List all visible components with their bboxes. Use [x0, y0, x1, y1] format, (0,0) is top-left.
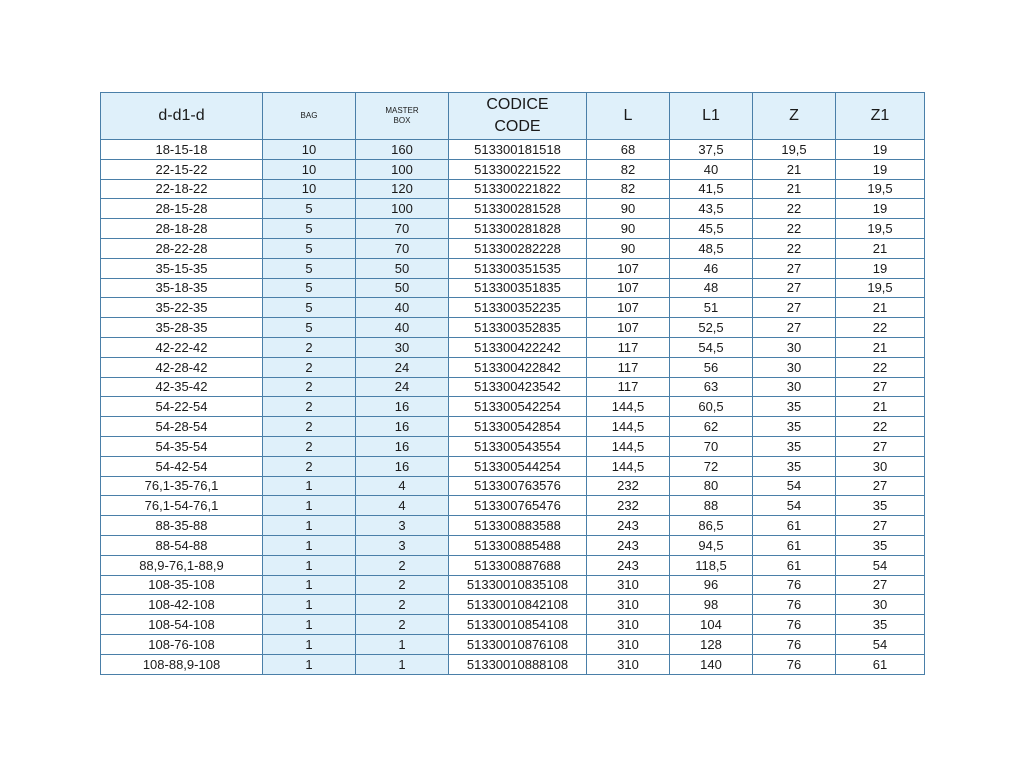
cell-master-box: 4 — [356, 496, 449, 516]
cell-z: 54 — [753, 496, 836, 516]
cell-master-box: 40 — [356, 298, 449, 318]
cell-l1: 98 — [670, 595, 753, 615]
cell-master-box: 100 — [356, 199, 449, 219]
table-row — [101, 357, 925, 377]
cell-l: 144,5 — [587, 436, 670, 456]
cell-size: 54-35-54 — [101, 436, 263, 456]
header-row — [101, 93, 925, 140]
cell-code: 51330010842108 — [449, 595, 587, 615]
cell-l1: 43,5 — [670, 199, 753, 219]
cell-master-box: 1 — [356, 634, 449, 654]
cell-z1: 27 — [836, 516, 925, 536]
cell-bag: 1 — [263, 595, 356, 615]
table-row — [101, 456, 925, 476]
cell-bag: 1 — [263, 555, 356, 575]
cell-l1: 45,5 — [670, 219, 753, 239]
spec-table — [100, 92, 925, 675]
cell-size: 28-22-28 — [101, 238, 263, 258]
cell-bag: 2 — [263, 377, 356, 397]
cell-size: 28-15-28 — [101, 199, 263, 219]
table-row — [101, 516, 925, 536]
cell-code: 51330010854108 — [449, 615, 587, 635]
cell-master-box: 50 — [356, 278, 449, 298]
cell-size: 28-18-28 — [101, 219, 263, 239]
cell-code: 513300282228 — [449, 238, 587, 258]
cell-size: 88,9-76,1-88,9 — [101, 555, 263, 575]
cell-code: 513300544254 — [449, 456, 587, 476]
cell-size: 35-15-35 — [101, 258, 263, 278]
cell-bag: 5 — [263, 318, 356, 338]
cell-z: 27 — [753, 278, 836, 298]
cell-l1: 48 — [670, 278, 753, 298]
table-row — [101, 496, 925, 516]
cell-l1: 46 — [670, 258, 753, 278]
cell-l1: 96 — [670, 575, 753, 595]
cell-size: 22-18-22 — [101, 179, 263, 199]
cell-bag: 1 — [263, 476, 356, 496]
cell-size: 42-28-42 — [101, 357, 263, 377]
cell-l1: 140 — [670, 654, 753, 674]
cell-z: 61 — [753, 516, 836, 536]
cell-l1: 62 — [670, 417, 753, 437]
cell-z: 21 — [753, 159, 836, 179]
table-row — [101, 377, 925, 397]
cell-l1: 70 — [670, 436, 753, 456]
cell-l1: 86,5 — [670, 516, 753, 536]
cell-bag: 2 — [263, 357, 356, 377]
cell-code: 513300351835 — [449, 278, 587, 298]
cell-bag: 2 — [263, 436, 356, 456]
cell-master-box: 3 — [356, 516, 449, 536]
table-row — [101, 238, 925, 258]
cell-z: 35 — [753, 436, 836, 456]
cell-l1: 56 — [670, 357, 753, 377]
cell-code: 51330010835108 — [449, 575, 587, 595]
cell-z1: 21 — [836, 397, 925, 417]
table-row — [101, 634, 925, 654]
cell-code: 513300765476 — [449, 496, 587, 516]
table-row — [101, 337, 925, 357]
cell-bag: 2 — [263, 337, 356, 357]
cell-size: 18-15-18 — [101, 140, 263, 160]
cell-l1: 51 — [670, 298, 753, 318]
cell-l: 90 — [587, 199, 670, 219]
header-size: d-d1-d — [101, 93, 263, 140]
cell-l: 243 — [587, 516, 670, 536]
header-bag: BAG — [263, 93, 356, 140]
table-row — [101, 615, 925, 635]
cell-z1: 19 — [836, 199, 925, 219]
table-row — [101, 555, 925, 575]
cell-l1: 41,5 — [670, 179, 753, 199]
cell-z1: 27 — [836, 377, 925, 397]
cell-z: 35 — [753, 456, 836, 476]
cell-size: 54-22-54 — [101, 397, 263, 417]
cell-z1: 22 — [836, 417, 925, 437]
cell-z: 54 — [753, 476, 836, 496]
header-code-line1: CODICE — [486, 96, 549, 113]
table-row — [101, 318, 925, 338]
cell-size: 35-28-35 — [101, 318, 263, 338]
cell-bag: 5 — [263, 278, 356, 298]
cell-z: 22 — [753, 219, 836, 239]
header-l: L — [587, 93, 670, 140]
cell-code: 513300542854 — [449, 417, 587, 437]
cell-master-box: 3 — [356, 535, 449, 555]
cell-l: 243 — [587, 535, 670, 555]
cell-z1: 35 — [836, 535, 925, 555]
cell-bag: 2 — [263, 417, 356, 437]
cell-bag: 1 — [263, 496, 356, 516]
cell-z: 61 — [753, 555, 836, 575]
cell-master-box: 100 — [356, 159, 449, 179]
cell-code: 513300885488 — [449, 535, 587, 555]
cell-master-box: 70 — [356, 238, 449, 258]
header-z: Z — [753, 93, 836, 140]
cell-master-box: 4 — [356, 476, 449, 496]
cell-l: 310 — [587, 654, 670, 674]
cell-size: 108-76-108 — [101, 634, 263, 654]
cell-size: 108-35-108 — [101, 575, 263, 595]
cell-master-box: 24 — [356, 377, 449, 397]
cell-z: 30 — [753, 377, 836, 397]
cell-l: 232 — [587, 496, 670, 516]
cell-code: 513300542254 — [449, 397, 587, 417]
cell-z: 27 — [753, 318, 836, 338]
cell-l: 82 — [587, 179, 670, 199]
cell-z1: 22 — [836, 357, 925, 377]
cell-l1: 54,5 — [670, 337, 753, 357]
cell-l1: 63 — [670, 377, 753, 397]
cell-size: 88-35-88 — [101, 516, 263, 536]
cell-l1: 80 — [670, 476, 753, 496]
cell-z1: 61 — [836, 654, 925, 674]
cell-size: 42-35-42 — [101, 377, 263, 397]
cell-l: 82 — [587, 159, 670, 179]
table-row — [101, 179, 925, 199]
cell-bag: 5 — [263, 199, 356, 219]
cell-l1: 104 — [670, 615, 753, 635]
cell-l1: 37,5 — [670, 140, 753, 160]
table-row — [101, 159, 925, 179]
header-l1: L1 — [670, 93, 753, 140]
table-row — [101, 595, 925, 615]
cell-code: 513300352835 — [449, 318, 587, 338]
cell-z: 35 — [753, 397, 836, 417]
cell-l: 107 — [587, 278, 670, 298]
cell-l: 310 — [587, 615, 670, 635]
cell-master-box: 16 — [356, 436, 449, 456]
cell-bag: 1 — [263, 634, 356, 654]
cell-code: 513300423542 — [449, 377, 587, 397]
cell-l: 90 — [587, 238, 670, 258]
cell-bag: 5 — [263, 219, 356, 239]
cell-master-box: 160 — [356, 140, 449, 160]
cell-size: 76,1-54-76,1 — [101, 496, 263, 516]
cell-z: 30 — [753, 337, 836, 357]
cell-bag: 1 — [263, 615, 356, 635]
cell-bag: 10 — [263, 159, 356, 179]
cell-z1: 27 — [836, 476, 925, 496]
table-row — [101, 397, 925, 417]
cell-z1: 27 — [836, 436, 925, 456]
cell-code: 513300351535 — [449, 258, 587, 278]
header-master-line2: BOX — [393, 116, 411, 125]
cell-z: 76 — [753, 654, 836, 674]
cell-l1: 60,5 — [670, 397, 753, 417]
cell-z: 30 — [753, 357, 836, 377]
cell-l: 144,5 — [587, 456, 670, 476]
cell-master-box: 2 — [356, 555, 449, 575]
header-z1: Z1 — [836, 93, 925, 140]
cell-code: 513300352235 — [449, 298, 587, 318]
cell-z: 76 — [753, 595, 836, 615]
cell-bag: 5 — [263, 258, 356, 278]
cell-bag: 10 — [263, 179, 356, 199]
cell-code: 513300422242 — [449, 337, 587, 357]
cell-master-box: 16 — [356, 397, 449, 417]
cell-z: 22 — [753, 199, 836, 219]
cell-z1: 19 — [836, 140, 925, 160]
cell-code: 51330010888108 — [449, 654, 587, 674]
cell-z: 76 — [753, 615, 836, 635]
cell-z1: 54 — [836, 634, 925, 654]
cell-l: 117 — [587, 377, 670, 397]
cell-master-box: 30 — [356, 337, 449, 357]
table-row — [101, 436, 925, 456]
cell-code: 513300422842 — [449, 357, 587, 377]
cell-z: 21 — [753, 179, 836, 199]
cell-z: 22 — [753, 238, 836, 258]
table-row — [101, 199, 925, 219]
cell-master-box: 70 — [356, 219, 449, 239]
table-row — [101, 278, 925, 298]
cell-bag: 2 — [263, 456, 356, 476]
cell-l: 68 — [587, 140, 670, 160]
cell-size: 54-42-54 — [101, 456, 263, 476]
cell-bag: 10 — [263, 140, 356, 160]
cell-l: 117 — [587, 357, 670, 377]
cell-code: 513300281528 — [449, 199, 587, 219]
cell-z: 61 — [753, 535, 836, 555]
table-row — [101, 417, 925, 437]
table-body — [101, 140, 925, 675]
cell-master-box: 40 — [356, 318, 449, 338]
cell-l: 310 — [587, 575, 670, 595]
cell-l1: 88 — [670, 496, 753, 516]
cell-l: 107 — [587, 298, 670, 318]
cell-code: 513300221522 — [449, 159, 587, 179]
cell-size: 22-15-22 — [101, 159, 263, 179]
table-row — [101, 654, 925, 674]
cell-z1: 54 — [836, 555, 925, 575]
cell-l: 117 — [587, 337, 670, 357]
cell-size: 108-88,9-108 — [101, 654, 263, 674]
cell-z1: 21 — [836, 298, 925, 318]
cell-master-box: 16 — [356, 456, 449, 476]
cell-l: 90 — [587, 219, 670, 239]
table-row — [101, 298, 925, 318]
cell-z1: 19,5 — [836, 219, 925, 239]
cell-code: 513300221822 — [449, 179, 587, 199]
cell-z1: 35 — [836, 496, 925, 516]
header-code-line2: CODE — [494, 118, 541, 135]
cell-bag: 1 — [263, 535, 356, 555]
cell-l1: 52,5 — [670, 318, 753, 338]
cell-z1: 27 — [836, 575, 925, 595]
cell-z: 27 — [753, 258, 836, 278]
cell-l1: 128 — [670, 634, 753, 654]
cell-master-box: 16 — [356, 417, 449, 437]
cell-bag: 1 — [263, 575, 356, 595]
cell-l: 144,5 — [587, 417, 670, 437]
cell-z1: 35 — [836, 615, 925, 635]
cell-code: 513300543554 — [449, 436, 587, 456]
cell-master-box: 2 — [356, 595, 449, 615]
cell-code: 513300181518 — [449, 140, 587, 160]
cell-l1: 72 — [670, 456, 753, 476]
cell-z1: 19 — [836, 258, 925, 278]
cell-l: 243 — [587, 555, 670, 575]
cell-master-box: 2 — [356, 615, 449, 635]
cell-size: 35-22-35 — [101, 298, 263, 318]
cell-z1: 19,5 — [836, 278, 925, 298]
table-row — [101, 476, 925, 496]
cell-bag: 5 — [263, 298, 356, 318]
cell-z: 19,5 — [753, 140, 836, 160]
header-master-box — [356, 93, 449, 140]
cell-z1: 19 — [836, 159, 925, 179]
table-row — [101, 219, 925, 239]
cell-master-box: 1 — [356, 654, 449, 674]
cell-z1: 30 — [836, 595, 925, 615]
cell-bag: 1 — [263, 516, 356, 536]
table-row — [101, 140, 925, 160]
cell-bag: 1 — [263, 654, 356, 674]
cell-size: 76,1-35-76,1 — [101, 476, 263, 496]
cell-l1: 118,5 — [670, 555, 753, 575]
header-master-line1: MASTER — [385, 106, 419, 115]
cell-z1: 22 — [836, 318, 925, 338]
cell-l1: 48,5 — [670, 238, 753, 258]
table-row — [101, 258, 925, 278]
cell-bag: 5 — [263, 238, 356, 258]
cell-size: 88-54-88 — [101, 535, 263, 555]
cell-z1: 21 — [836, 238, 925, 258]
cell-l: 107 — [587, 258, 670, 278]
cell-size: 42-22-42 — [101, 337, 263, 357]
cell-z: 76 — [753, 634, 836, 654]
cell-z: 76 — [753, 575, 836, 595]
table-row — [101, 575, 925, 595]
cell-size: 108-42-108 — [101, 595, 263, 615]
cell-master-box: 24 — [356, 357, 449, 377]
cell-z: 27 — [753, 298, 836, 318]
cell-size: 54-28-54 — [101, 417, 263, 437]
cell-l: 107 — [587, 318, 670, 338]
cell-code: 513300887688 — [449, 555, 587, 575]
cell-l: 310 — [587, 634, 670, 654]
cell-z: 35 — [753, 417, 836, 437]
cell-code: 51330010876108 — [449, 634, 587, 654]
cell-master-box: 50 — [356, 258, 449, 278]
cell-l: 232 — [587, 476, 670, 496]
cell-l: 144,5 — [587, 397, 670, 417]
cell-size: 108-54-108 — [101, 615, 263, 635]
cell-z1: 21 — [836, 337, 925, 357]
cell-code: 513300883588 — [449, 516, 587, 536]
cell-l1: 40 — [670, 159, 753, 179]
cell-size: 35-18-35 — [101, 278, 263, 298]
cell-master-box: 2 — [356, 575, 449, 595]
cell-l: 310 — [587, 595, 670, 615]
cell-z1: 19,5 — [836, 179, 925, 199]
cell-bag: 2 — [263, 397, 356, 417]
header-code — [449, 93, 587, 140]
table-row — [101, 535, 925, 555]
cell-code: 513300763576 — [449, 476, 587, 496]
cell-master-box: 120 — [356, 179, 449, 199]
cell-code: 513300281828 — [449, 219, 587, 239]
cell-z1: 30 — [836, 456, 925, 476]
cell-l1: 94,5 — [670, 535, 753, 555]
